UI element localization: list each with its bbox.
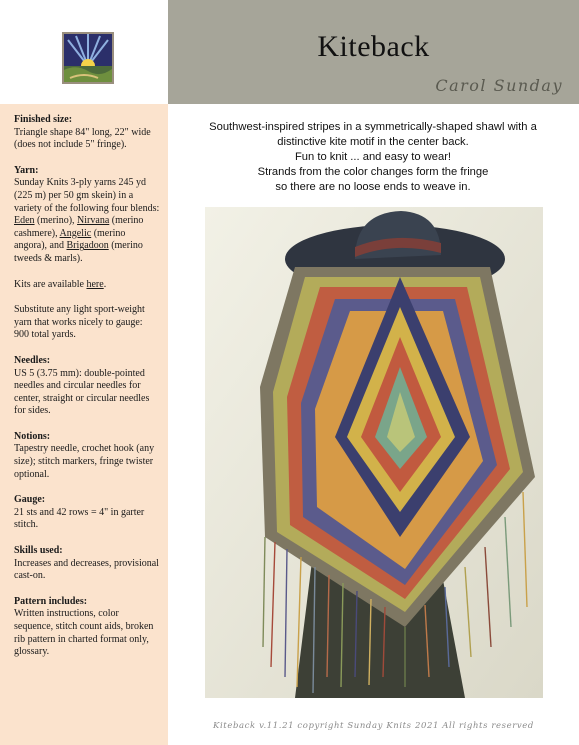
skills-text: Increases and decreases, provisional cast-on.: [14, 557, 159, 582]
gauge-heading: Gauge:: [14, 494, 46, 506]
pattern-intro: [180, 120, 566, 195]
pattern-includes-section: [14, 596, 160, 659]
substitute-text: Substitute any light sport-weight yarn that works nicely to gauge:: [14, 304, 145, 328]
kits-prefix: Kits are available: [14, 278, 87, 290]
brigadoon-link[interactable]: Brigadoon: [66, 240, 109, 252]
yarn-description: Sunday Knits 3-ply yarns 245 yd (225 m) per 50 gm skein) in a variety of the following four blends:: [14, 177, 160, 214]
pattern-details-sidebar: [0, 104, 168, 745]
pattern-includes-text: Written instructions, color sequence, stitch count aids, broken rib pattern in charted format only, glossary.: [14, 608, 154, 658]
substitute-total: 900 total yards.: [14, 329, 76, 341]
gauge-text: 21 sts and 42 rows = 4" in garter stitch.: [14, 506, 145, 531]
needles-section: [14, 355, 160, 418]
intro-line: so there are no loose ends to weave in.: [275, 181, 471, 193]
skills-section: [14, 545, 160, 583]
intro-line: Southwest-inspired stripes in a symmetrically-shaped shawl with a: [209, 121, 537, 133]
pattern-includes-heading: Pattern includes:: [14, 595, 88, 607]
nirvana-link[interactable]: Nirvana: [77, 215, 110, 227]
substitute-section: [14, 304, 160, 342]
logo-area: [0, 0, 168, 104]
needles-text: US 5 (3.75 mm): double-pointed needles and circular needles for center, straight or circular needles for sides.: [14, 367, 150, 417]
nirvana-desc: (merino cashmere),: [14, 215, 144, 239]
copyright-footer: Kiteback v.11.21 copyright Sunday Knits 2021 All rights reserved: [213, 721, 534, 731]
intro-line: distinctive kite motif in the center back.: [277, 136, 469, 148]
notions-section: [14, 431, 160, 481]
header-band: [168, 0, 579, 104]
kits-section: [14, 279, 160, 292]
needles-heading: Needles:: [14, 354, 51, 366]
skills-heading: Skills used:: [14, 545, 63, 557]
notions-text: Tapestry needle, crochet hook (any size); stitch markers, fringe twister optional.: [14, 443, 155, 480]
brigadoon-desc: (merino tweeds & marls).: [14, 240, 143, 264]
intro-line: Fun to knit ... and easy to wear!: [294, 151, 452, 163]
gauge-section: [14, 494, 160, 532]
kits-here-link[interactable]: here: [86, 278, 104, 290]
yarn-heading: Yarn:: [14, 164, 39, 176]
yarn-text: [14, 177, 160, 265]
designer-name: Carol Sunday: [435, 76, 563, 95]
notions-heading: Notions:: [14, 430, 51, 442]
kits-suffix: .: [103, 278, 107, 290]
pattern-title: Kiteback: [317, 30, 430, 63]
finished-size-heading: Finished size:: [14, 114, 73, 125]
eden-link[interactable]: Eden: [14, 215, 35, 227]
shawl-photo: [205, 207, 543, 698]
yarn-section: [14, 165, 160, 266]
angelic-desc: (merino angora), and: [14, 227, 126, 252]
finished-size-section: [14, 114, 160, 152]
intro-line: Strands from the color changes form the fringe: [257, 166, 489, 178]
angelic-link[interactable]: Angelic: [59, 227, 92, 239]
sunday-knits-logo: [62, 32, 114, 84]
eden-desc: (merino),: [34, 215, 78, 227]
finished-size-text: Triangle shape 84" long, 22" wide (does not include 5" fringe).: [14, 126, 151, 151]
